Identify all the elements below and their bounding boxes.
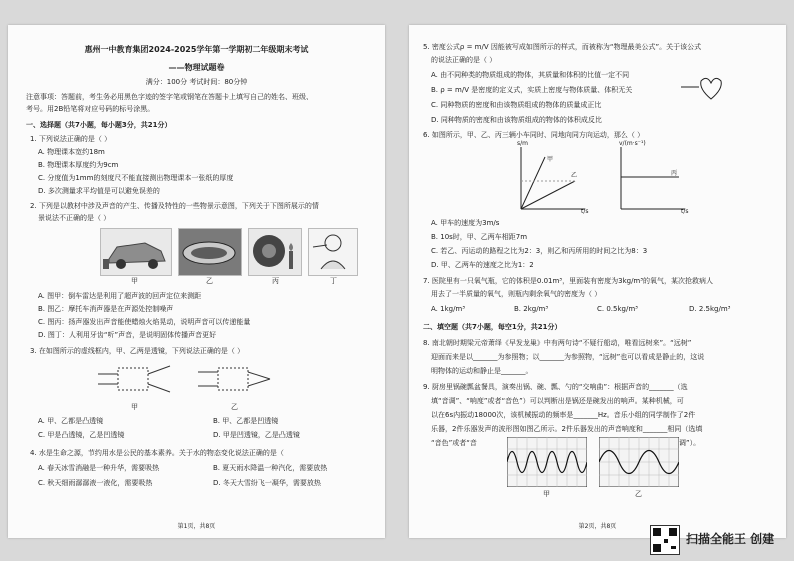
q9-line-3: 以在6s内振动18000次，该机械振动的频率是_______Hz。音乐小组的同学制作了2件 bbox=[431, 411, 696, 419]
motorcycle-muffler-image bbox=[178, 228, 242, 276]
q4-stem: 4. 水是生命之源，节约用水是公民的基本素养。关于水的物态变化说法正确的是（ bbox=[30, 449, 284, 457]
waveform-label-jia: 甲 bbox=[543, 490, 550, 498]
q3-option-d: D. 甲是凹透镜，乙是凸透镜 bbox=[213, 431, 300, 439]
q2-option-a: A. 图甲：倒车雷达是利用了超声波的回声定位来测距 bbox=[38, 292, 202, 300]
exam-page-2 bbox=[409, 25, 786, 538]
q8-line-2: 迎面而来是以_______为参照物；以_______为参照物，“远树”也可以看成是静止的，这说 bbox=[431, 353, 705, 361]
q2-label-ding: 丁 bbox=[330, 277, 337, 285]
section-choice: 一、选择题（共7小题，每小题3分，共21分） bbox=[26, 121, 172, 129]
tooth-hearing-image bbox=[308, 228, 358, 276]
q5-option-a: A. 由不同种类的物质组成的物体，其质量和体积的比值一定不同 bbox=[431, 71, 630, 79]
car-reversing-image bbox=[100, 228, 172, 276]
q6-option-d: D. 甲、乙两车的速度之比为1：2 bbox=[431, 261, 534, 269]
qr-code-icon bbox=[650, 525, 680, 555]
st-x-label: t/s bbox=[581, 208, 589, 215]
vt-graph bbox=[609, 143, 689, 215]
q7-stem-cont: 用去了一半质量的氧气，则瓶内剩余氧气的密度为（ ） bbox=[431, 290, 602, 298]
q7-option-d: D. 2.5kg/m³ bbox=[689, 305, 731, 313]
q2-label-yi: 乙 bbox=[206, 277, 213, 285]
notice-line-1: 注意事项：答题前，考生务必用黑色字迹的签字笔或钢笔在答题卡上填写自己的姓名、班级、 bbox=[26, 93, 313, 101]
exam-subtitle: ——物理试题卷 bbox=[168, 63, 225, 72]
q6-option-b: B. 10s时，甲、乙两车相距7m bbox=[431, 233, 528, 241]
q7-option-c: C. 0.5kg/m³ bbox=[597, 305, 638, 313]
vt-y-label: v/(m·s⁻¹) bbox=[619, 140, 646, 147]
notice-line-2: 考号。用2B铅笔将对应号码的标号涂黑。 bbox=[26, 105, 155, 113]
q7-option-b: B. 2kg/m³ bbox=[514, 305, 549, 313]
q9-line-6: 调”）。 bbox=[679, 439, 701, 447]
q9-line-1: 9. 厨房里锅碗瓢盆餐具，演奏出锅、碗、瓢、勺的“交响曲”：根据声音的_______（选 bbox=[423, 383, 688, 391]
score-time: 满分：100分 考试时间：80分钟 bbox=[145, 78, 248, 86]
q3-label-yi: 乙 bbox=[231, 403, 238, 411]
q4-option-b: B. 夏天雨水降温一种汽化，需要放热 bbox=[213, 464, 328, 472]
q5-option-d: D. 同种物质的密度和由该物质组成的物体的体积成反比 bbox=[431, 116, 602, 124]
q7-option-a: A. 1kg/m³ bbox=[431, 305, 466, 313]
waveform-label-yi: 乙 bbox=[635, 490, 642, 498]
q3-option-a: A. 甲、乙都是凸透镜 bbox=[38, 417, 104, 425]
page-footer: 第1页，共8页 bbox=[177, 523, 216, 530]
q6-option-a: A. 甲车的速度为3m/s bbox=[431, 219, 500, 227]
q3-option-b: B. 甲、乙都是凹透镜 bbox=[213, 417, 279, 425]
lens-diagram bbox=[98, 360, 278, 402]
q1-option-b: B. 物理课本厚度约为9cm bbox=[38, 161, 119, 169]
q1-stem: 1. 下列说法正确的是（ ） bbox=[30, 135, 112, 143]
q4-option-d: D. 冬天大雪纷飞一凝华，需要放热 bbox=[213, 479, 321, 487]
st-line-yi: 乙 bbox=[571, 172, 578, 179]
q1-option-a: A. 物理课本宽约18m bbox=[38, 148, 105, 156]
q2-label-jia: 甲 bbox=[131, 277, 138, 285]
q7-stem: 7. 医院里有一只氧气瓶，它的体积是0.01m³，里面装有密度为3kg/m³的氧气，某次抢救病人 bbox=[423, 277, 714, 285]
q2-label-bing: 丙 bbox=[272, 277, 279, 285]
q1-option-c: C. 分度值为1mm的刻度尺不能直接测出物理课本一张纸的厚度 bbox=[38, 174, 234, 182]
exam-page-1 bbox=[8, 25, 385, 538]
q9-line-2: 填“音调”、“响度”或者“音色”）可以判断出是锅还是碗发出的响声。某种机械，可 bbox=[431, 397, 684, 405]
st-line-jia: 甲 bbox=[547, 156, 554, 163]
section-fill: 二、填空题（共7小题，每空1分，共21分） bbox=[423, 323, 562, 331]
waveform-jia bbox=[507, 437, 587, 487]
q2-option-c: C. 图丙：扬声器发出声音能使蜡烛火焰晃动，说明声音可以传递能量 bbox=[38, 318, 251, 326]
q6-stem: 6. 如图所示，甲、乙、丙三辆小车同时、同地向同方向运动，那么（ ） bbox=[423, 131, 645, 139]
q3-stem: 3. 在如图所示的虚线框内，甲、乙两是透镜，下列说法正确的是（ ） bbox=[30, 347, 245, 355]
q8-line-3: 明物体的运动和静止是_______。 bbox=[431, 367, 533, 375]
q2-stem: 2. 下列是以教材中涉及声音的产生、传播及特性的一些物景示意图，下列关于下图所展示的情 bbox=[30, 202, 319, 210]
q9-line-5: “音色”或者“音 bbox=[431, 439, 477, 447]
q5-stem-cont: 的说法正确的是（ ） bbox=[431, 56, 497, 64]
scanner-watermark: 扫描全能王 创建 bbox=[686, 532, 775, 546]
q4-option-c: C. 秋天细雨潺潺液一液化，需要吸热 bbox=[38, 479, 153, 487]
q4-option-a: A. 春天冰雪消融是一种升华，需要吸热 bbox=[38, 464, 160, 472]
waveform-yi bbox=[599, 437, 679, 487]
q9-line-4: 乐器，2件乐器发声的波形图如图乙所示。2件乐器发出的声音响度和_______相同（选填 bbox=[431, 425, 703, 433]
q5-option-b: B. ρ = m/V 是密度的定义式，实质上密度与物体质量、体积无关 bbox=[431, 86, 633, 94]
q6-option-c: C. 若乙、丙运动的路程之比为2：3，则乙和丙所用的时间之比为8：3 bbox=[431, 247, 648, 255]
st-y-label: s/m bbox=[517, 140, 528, 147]
q3-option-c: C. 甲是凸透镜，乙是凹透镜 bbox=[38, 431, 125, 439]
speaker-candle-image bbox=[248, 228, 302, 276]
vt-line-bing: 丙 bbox=[671, 170, 678, 177]
page-footer: 第2页，共8页 bbox=[578, 523, 617, 530]
q3-label-jia: 甲 bbox=[131, 403, 138, 411]
exam-title: 惠州一中教育集团2024-2025学年第一学期初二年级期末考试 bbox=[84, 45, 309, 54]
q5-option-c: C. 同种物质的密度和由该物质组成的物体的质量成正比 bbox=[431, 101, 602, 109]
heart-formula-icon bbox=[679, 75, 729, 101]
vt-x-label: t/s bbox=[681, 208, 689, 215]
q5-stem: 5. 密度公式ρ = m/V 因能被写成如图所示的样式，而被称为“物理最美公式”。关于该公式 bbox=[423, 43, 702, 51]
q2-option-d: D. 图丁：人利用牙齿“听”声音，是说明固体传播声音更好 bbox=[38, 331, 217, 339]
q2-option-b: B. 图乙：摩托车消声器是在声源处控制噪声 bbox=[38, 305, 174, 313]
q8-line-1: 8. 南北朝时期梁元帝萧绎《早发龙巢》中有两句诗“不疑行船动，唯看远树来”。“远树” bbox=[423, 339, 692, 347]
q1-option-d: D. 多次测量求平均值是可以避免误差的 bbox=[38, 187, 160, 195]
q2-stem-cont: 景说法不正确的是（ ） bbox=[38, 214, 111, 222]
